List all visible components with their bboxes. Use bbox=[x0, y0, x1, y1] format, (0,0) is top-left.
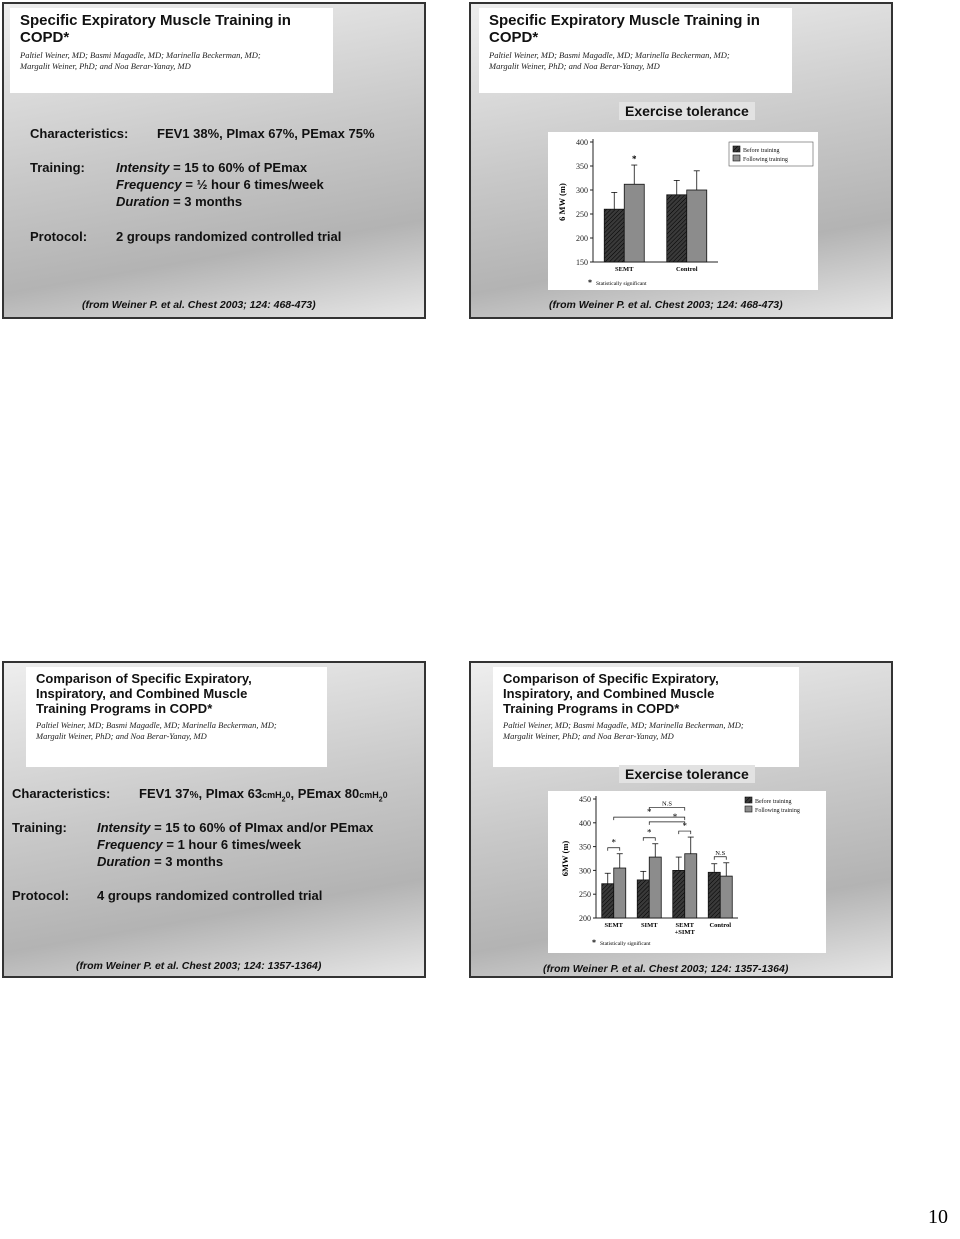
footnote-marker: * bbox=[588, 278, 592, 287]
significance-mark: * bbox=[632, 154, 637, 165]
legend-label: Following training bbox=[755, 808, 800, 814]
legend-swatch bbox=[733, 146, 740, 152]
comparison-bracket bbox=[649, 808, 685, 811]
slide-3-characteristics bbox=[12, 786, 388, 804]
slide-4-title: Comparison of Specific Expiratory, Inspiratory, and Combined Muscle Training Programs in COPD* bbox=[503, 671, 719, 716]
legend-label: Following training bbox=[743, 157, 788, 163]
training-frequency: Frequency = 1 hour 6 times/week bbox=[97, 837, 302, 852]
significance-mark: N.S bbox=[715, 849, 726, 857]
protocol-label: Protocol: bbox=[30, 229, 88, 244]
legend-swatch bbox=[733, 155, 740, 161]
bar-before bbox=[667, 195, 687, 262]
y-tick-label: 300 bbox=[576, 186, 588, 195]
slide-4 bbox=[469, 661, 893, 978]
characteristics-label: Characteristics: bbox=[12, 786, 111, 801]
significance-bracket bbox=[679, 831, 691, 834]
protocol-value: 4 groups randomized controlled trial bbox=[97, 888, 323, 903]
slide-2-authors: Paltiel Weiner, MD; Basmi Magadle, MD; Marinella Beckerman, MD; Margalit Weiner, PhD; and Noa Berar-Yanay, MD bbox=[489, 50, 730, 71]
footnote-marker: * bbox=[592, 938, 596, 947]
slide-2-exercise-title: Exercise tolerance bbox=[619, 102, 755, 120]
significance-mark: * bbox=[682, 821, 687, 832]
bar-before bbox=[602, 884, 614, 918]
y-tick-label: 400 bbox=[579, 818, 591, 828]
training-duration: Duration = 3 months bbox=[97, 854, 224, 869]
slide-3-protocol bbox=[12, 888, 323, 903]
slide-4-exercise-title: Exercise tolerance bbox=[619, 765, 755, 783]
slide-3-source: (from Weiner P. et al. Chest 2003; 124: 1357-1364) bbox=[76, 960, 322, 972]
significance-mark: * bbox=[611, 837, 616, 848]
category-label: SEMT bbox=[604, 922, 623, 929]
training-frequency: Frequency = ½ hour 6 times/week bbox=[116, 177, 324, 192]
y-tick-label: 200 bbox=[579, 914, 591, 923]
slide-1-title-box bbox=[10, 8, 333, 93]
y-axis-label: 6 MW (m) bbox=[557, 183, 567, 221]
legend-label: Before training bbox=[755, 799, 792, 805]
slide-1-source: (from Weiner P. et al. Chest 2003; 124: 468-473) bbox=[82, 299, 316, 311]
chart-2-box bbox=[548, 791, 826, 953]
slide-4-authors: Paltiel Weiner, MD; Basmi Magadle, MD; Marinella Beckerman, MD; Margalit Weiner, PhD; and Noa Berar-Yanay, MD bbox=[503, 720, 744, 741]
bar-after bbox=[624, 184, 644, 262]
category-label: Control bbox=[709, 922, 732, 929]
characteristics-label: Characteristics: bbox=[30, 126, 129, 141]
y-tick-label: 450 bbox=[579, 795, 591, 804]
training-duration: Duration = 3 months bbox=[116, 194, 243, 209]
slide-1 bbox=[2, 2, 426, 319]
slide-4-source: (from Weiner P. et al. Chest 2003; 124: 1357-1364) bbox=[543, 963, 789, 975]
footnote: Statistically significant bbox=[596, 281, 647, 287]
training-label: Training: bbox=[12, 820, 67, 835]
slide-1-characteristics bbox=[30, 126, 375, 141]
comparison-mark: N.S bbox=[662, 800, 672, 808]
characteristics-value: FEV1 37%, PImax 63cmH$_2$0, PEmax 80cmH$_2$0 bbox=[139, 786, 388, 804]
significance-bracket bbox=[608, 848, 620, 851]
y-tick-label: 200 bbox=[576, 234, 588, 243]
slide-3-title: Comparison of Specific Expiratory, Inspiratory, and Combined Muscle Training Programs in COPD* bbox=[36, 671, 252, 716]
slide-3-authors: Paltiel Weiner, MD; Basmi Magadle, MD; Marinella Beckerman, MD; Margalit Weiner, PhD; and Noa Berar-Yanay, MD bbox=[36, 720, 277, 741]
slide-1-authors: Paltiel Weiner, MD; Basmi Magadle, MD; Marinella Beckerman, MD; Margalit Weiner, PhD; and Noa Berar-Yanay, MD bbox=[20, 50, 261, 71]
slide-1-training bbox=[30, 160, 324, 209]
protocol-value: 2 groups randomized controlled trial bbox=[116, 229, 342, 244]
protocol-label: Protocol: bbox=[12, 888, 70, 903]
slide-2 bbox=[469, 2, 893, 319]
legend-label: Before training bbox=[743, 148, 780, 154]
slide-2-source: (from Weiner P. et al. Chest 2003; 124: 468-473) bbox=[549, 299, 783, 311]
bar-after bbox=[685, 854, 697, 918]
bar-before bbox=[673, 870, 685, 918]
slide-4-title-box bbox=[493, 667, 799, 767]
category-label: Control bbox=[675, 266, 698, 273]
legend-swatch bbox=[745, 806, 752, 812]
training-label: Training: bbox=[30, 160, 85, 175]
training-intensity: Intensity = 15 to 60% of PImax and/or PEmax bbox=[97, 820, 374, 835]
y-tick-label: 400 bbox=[576, 138, 588, 147]
y-tick-label: 250 bbox=[579, 890, 591, 900]
y-tick-label: 150 bbox=[576, 258, 588, 267]
chart-2 bbox=[548, 791, 826, 953]
category-label: SEMT bbox=[615, 266, 634, 273]
comparison-bracket bbox=[649, 822, 685, 825]
significance-bracket bbox=[643, 838, 655, 841]
slide-3 bbox=[2, 661, 426, 978]
bar-before bbox=[708, 872, 720, 918]
comparison-mark: * bbox=[647, 807, 652, 818]
y-axis-label: 6MW (m) bbox=[560, 840, 570, 877]
category-label: SEMT bbox=[675, 922, 694, 929]
y-tick-label: 300 bbox=[579, 866, 591, 876]
bar-before bbox=[637, 880, 649, 918]
y-tick-label: 350 bbox=[579, 842, 591, 852]
slide-2-title-box bbox=[479, 8, 792, 93]
footnote: Statistically significant bbox=[600, 941, 651, 947]
significance-mark: * bbox=[647, 827, 652, 838]
legend-swatch bbox=[745, 797, 752, 803]
category-label: +SIMT bbox=[674, 929, 695, 936]
category-label: SIMT bbox=[640, 922, 658, 929]
bar-after bbox=[687, 190, 707, 262]
chart-1-box bbox=[548, 132, 818, 290]
comparison-mark: * bbox=[672, 811, 678, 822]
bar-after bbox=[614, 868, 626, 918]
slide-3-title-box bbox=[26, 667, 327, 767]
slide-1-protocol bbox=[30, 229, 342, 244]
page-number: 10 bbox=[928, 1206, 948, 1228]
significance-bracket bbox=[714, 857, 726, 860]
characteristics-value: FEV1 38%, PImax 67%, PEmax 75% bbox=[157, 126, 375, 141]
chart-1 bbox=[548, 132, 818, 290]
slide-1-title: Specific Expiratory Muscle Training in COPD* bbox=[20, 12, 291, 46]
training-intensity: Intensity = 15 to 60% of PEmax bbox=[116, 160, 308, 175]
bar-after bbox=[649, 857, 661, 918]
y-tick-label: 250 bbox=[576, 210, 588, 219]
slide-2-title: Specific Expiratory Muscle Training in COPD* bbox=[489, 12, 760, 46]
bar-before bbox=[604, 209, 624, 262]
bar-after bbox=[720, 876, 732, 918]
slide-3-training bbox=[12, 820, 374, 869]
y-tick-label: 350 bbox=[576, 162, 588, 171]
